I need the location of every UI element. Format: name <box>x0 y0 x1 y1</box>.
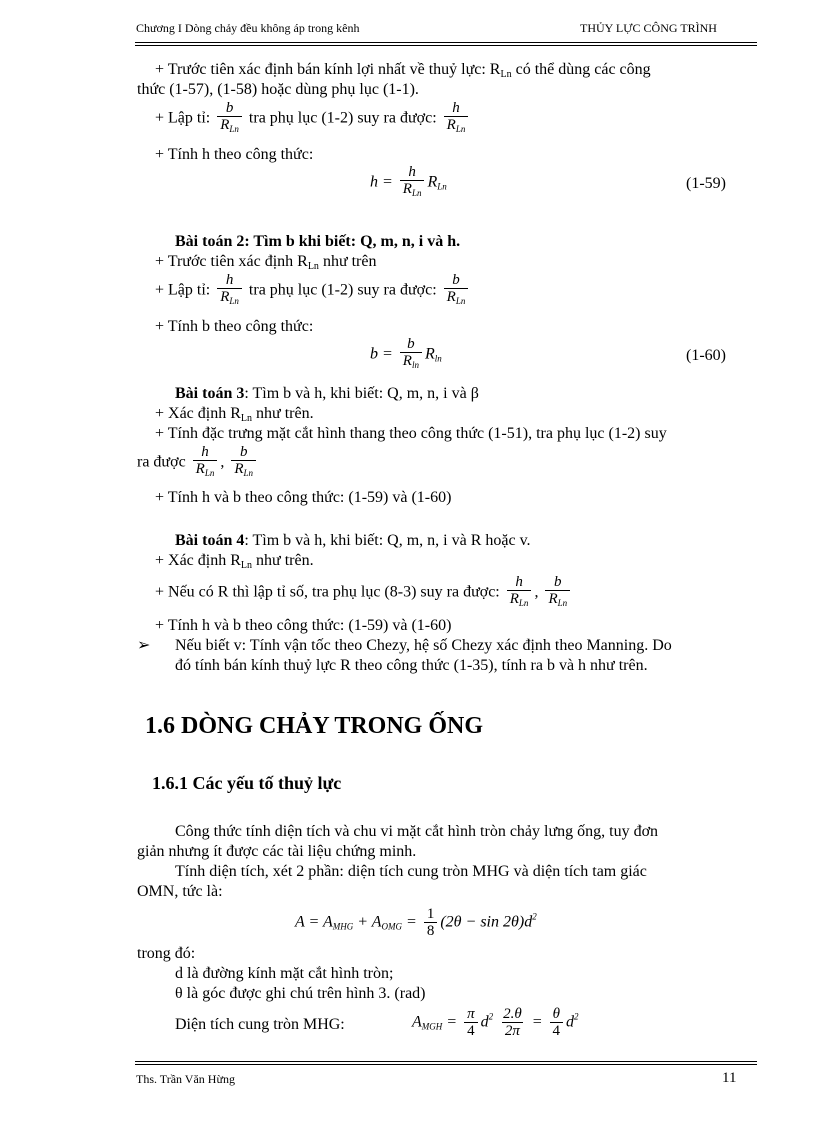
footer-rule <box>135 1061 757 1062</box>
header-book: THỦY LỰC CÔNG TRÌNH <box>580 21 717 35</box>
fraction: $\frac{h}{R_{Ln}}$ <box>444 100 469 138</box>
footer-author: Ths. Trần Văn Hừng <box>136 1072 235 1086</box>
page-number: 11 <box>722 1070 737 1086</box>
equation-number: (1-59) <box>686 175 726 192</box>
text-line: Diện tích cung tròn MHG: <box>175 1016 345 1033</box>
text-line: + Tính h theo công thức: <box>155 146 314 163</box>
text-line: + Tính đặc trưng mặt cắt hình thang theo công thức (1-51), tra phụ lục (1-2) suy <box>155 425 667 442</box>
fraction: $\frac{b}{R_{Ln}}$ <box>217 100 242 138</box>
header-chapter: Chương I Dòng chảy đều không áp trong kênh <box>136 21 360 35</box>
text-line: + Trước tiên xác định RLn như trên <box>155 253 377 272</box>
text-line: Công thức tính diện tích và chu vi mặt cắt hình tròn chảy lưng ống, tuy đơn <box>175 823 659 840</box>
equation-1-60: b = $\frac{b}{R_{ln}}$ $R_{ln}$ <box>370 336 442 374</box>
text-line: OMN, tức là: <box>137 883 223 900</box>
text-line: ra được $\frac{h}{R_{Ln}}$ , $\frac{b}{R_{Ln}}$ <box>137 444 259 482</box>
text-line: + Trước tiên xác định bán kính lợi nhất về thuỷ lực: RLn có thể dùng các công <box>155 61 651 80</box>
text-line: + Lập tỉ: $\frac{b}{R_{Ln}}$ tra phụ lục (1-2) suy ra được: $\frac{h}{R_{Ln}}$ <box>155 100 471 138</box>
footer-rule-2 <box>135 1064 757 1065</box>
text-line: + Tính h và b theo công thức: (1-59) và (1-60) <box>155 489 452 506</box>
text-line: đó tính bán kính thuỷ lực R theo công thức (1-35), tính ra b và h như trên. <box>175 657 648 674</box>
text-line: θ là góc được ghi chú trên hình 3. (rad) <box>175 985 426 1002</box>
section-heading: 1.6 DÒNG CHẢY TRONG ỐNG <box>145 713 484 739</box>
text-line: + Nếu có R thì lập tỉ số, tra phụ lục (8-3) suy ra được: $\frac{h}{R_{Ln}}$ , $\frac{b}{R_{Ln}}$ <box>155 574 573 612</box>
text-line: Tính diện tích, xét 2 phần: diện tích cung tròn MHG và diện tích tam giác <box>175 863 647 880</box>
text-line: + Xác định RLn như trên. <box>155 405 314 424</box>
text-line: + Tính h và b theo công thức: (1-59) và (1-60) <box>155 617 452 634</box>
text-line: Nếu biết v: Tính vận tốc theo Chezy, hệ số Chezy xác định theo Manning. Do <box>175 637 672 654</box>
text-line: trong đó: <box>137 945 196 962</box>
arrow-bullet-icon: ➢ <box>137 637 151 654</box>
text-line: giản nhưng ít được các tài liệu chứng minh. <box>137 843 417 860</box>
text-line: + Lập tỉ: $\frac{h}{R_{Ln}}$ tra phụ lục (1-2) suy ra được: $\frac{b}{R_{Ln}}$ <box>155 272 471 310</box>
header-rule <box>135 42 757 43</box>
text-line: d là đường kính mặt cắt hình tròn; <box>175 965 394 982</box>
text-line: + Xác định RLn như trên. <box>155 552 314 571</box>
equation-area: $A = A_{MHG} + A_{OMG}$ = $\frac{1}{8}$ $(2\theta - \sin 2\theta)d^2$ <box>295 906 537 939</box>
equation-number: (1-60) <box>686 347 726 364</box>
equation-segment-area: $A_{MGH}$ = $\frac{\pi}{4}$ $d^2$ $\frac{2.\theta}{2\pi}$ = $\frac{\theta}{4}$ $d^2$ <box>412 1006 579 1039</box>
text-line: thức (1-57), (1-58) hoặc dùng phụ lục (1-1). <box>137 81 419 98</box>
subsection-heading: 1.6.1 Các yếu tố thuỷ lực <box>152 773 342 793</box>
header-rule-2 <box>135 45 757 46</box>
problem-4-title: Bài toán 4: Tìm b và h, khi biết: Q, m, n, i và R hoặc v. <box>175 532 531 549</box>
text-line: + Tính b theo công thức: <box>155 318 314 335</box>
equation-1-59: h = $\frac{h}{R_{Ln}}$ $R_{Ln}$ <box>370 164 447 202</box>
problem-2-title: Bài toán 2: Tìm b khi biết: Q, m, n, i và h. <box>175 233 461 250</box>
problem-3-title: Bài toán 3: Tìm b và h, khi biết: Q, m, n, i và β <box>175 385 479 402</box>
